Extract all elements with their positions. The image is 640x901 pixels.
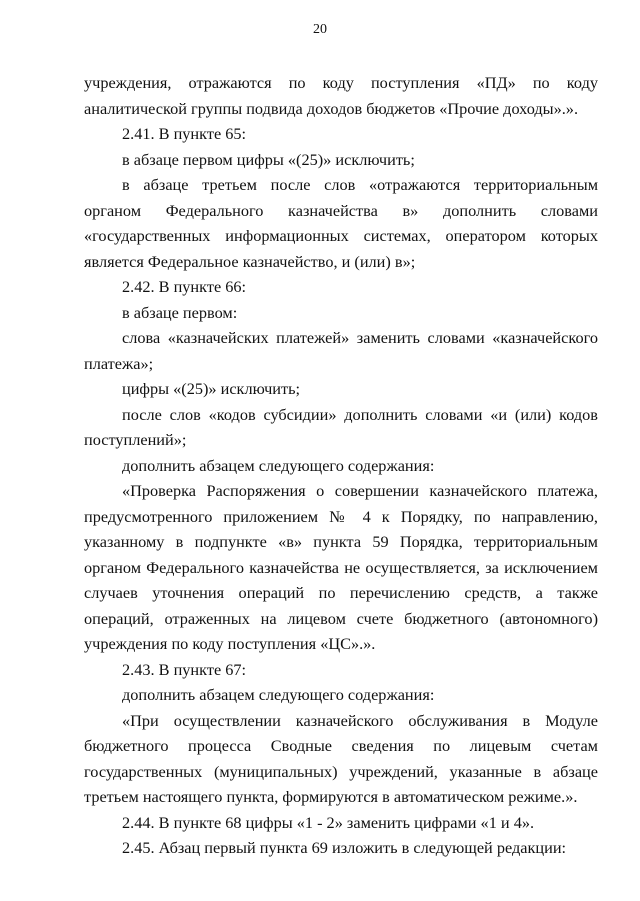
paragraph-quote: «При осуществлении казначейского обслуживания в Модуле бюджетного процесса Сводные сведения по лицевым счетам государственных (муниципальных) учреждений, указанные в абзаце третьем настоящего пункта, формируются в автоматическом режиме.».	[84, 710, 598, 806]
paragraph-2-42-heading: 2.42. В пункте 66:	[122, 277, 247, 296]
paragraph: дополнить абзацем следующего содержания:	[122, 455, 435, 475]
page-number: 20	[313, 22, 327, 37]
paragraph-2-41-heading: 2.41. В пункте 65:	[122, 124, 247, 143]
document-body	[84, 70, 598, 861]
paragraph: дополнить абзацем следующего содержания:	[122, 685, 435, 704]
paragraph-2-44: 2.44. В пункте 68 цифры «1 - 2» заменить цифрами «1 и 4».	[122, 812, 535, 832]
paragraph: слова «казначейских платежей» заменить словами «казначейского платежа»;	[84, 328, 598, 373]
paragraph: в абзаце третьем после слов «отражаются территориальным органом Федерального казначейства в» дополнить словами «государственных информационных системах, оператором которых является Федеральное казначейство, и (или) в»;	[84, 175, 598, 271]
paragraph-2-43-heading: 2.43. В пункте 67:	[122, 659, 247, 679]
paragraph: в абзаце первом:	[122, 302, 238, 322]
paragraph: после слов «кодов субсидии» дополнить словами «и (или) кодов поступлений»;	[84, 404, 598, 449]
paragraph-2-45: 2.45. Абзац первый пункта 69 изложить в следующей редакции:	[122, 838, 567, 857]
paragraph: цифры «(25)» исключить;	[122, 379, 301, 398]
paragraph-quote: «Проверка Распоряжения о совершении казначейского платежа, предусмотренного приложением № 4 к Порядку, по направлению, указанному в подпункте «в» пункта 59 Порядка, территориальным органом Федерального казначейства не осуществляется, за исключением случаев уточнения операций по перечислению средств, а также операций, отраженных на лицевом счете бюджетного (автономного) учреждения по коду поступления «ЦС».».	[84, 481, 598, 653]
paragraph-continuation: учреждения, отражаются по коду поступления «ПД» по коду аналитической группы подвида доходов бюджетов «Прочие доходы».».	[84, 73, 598, 118]
paragraph: в абзаце первом цифры «(25)» исключить;	[122, 149, 415, 169]
